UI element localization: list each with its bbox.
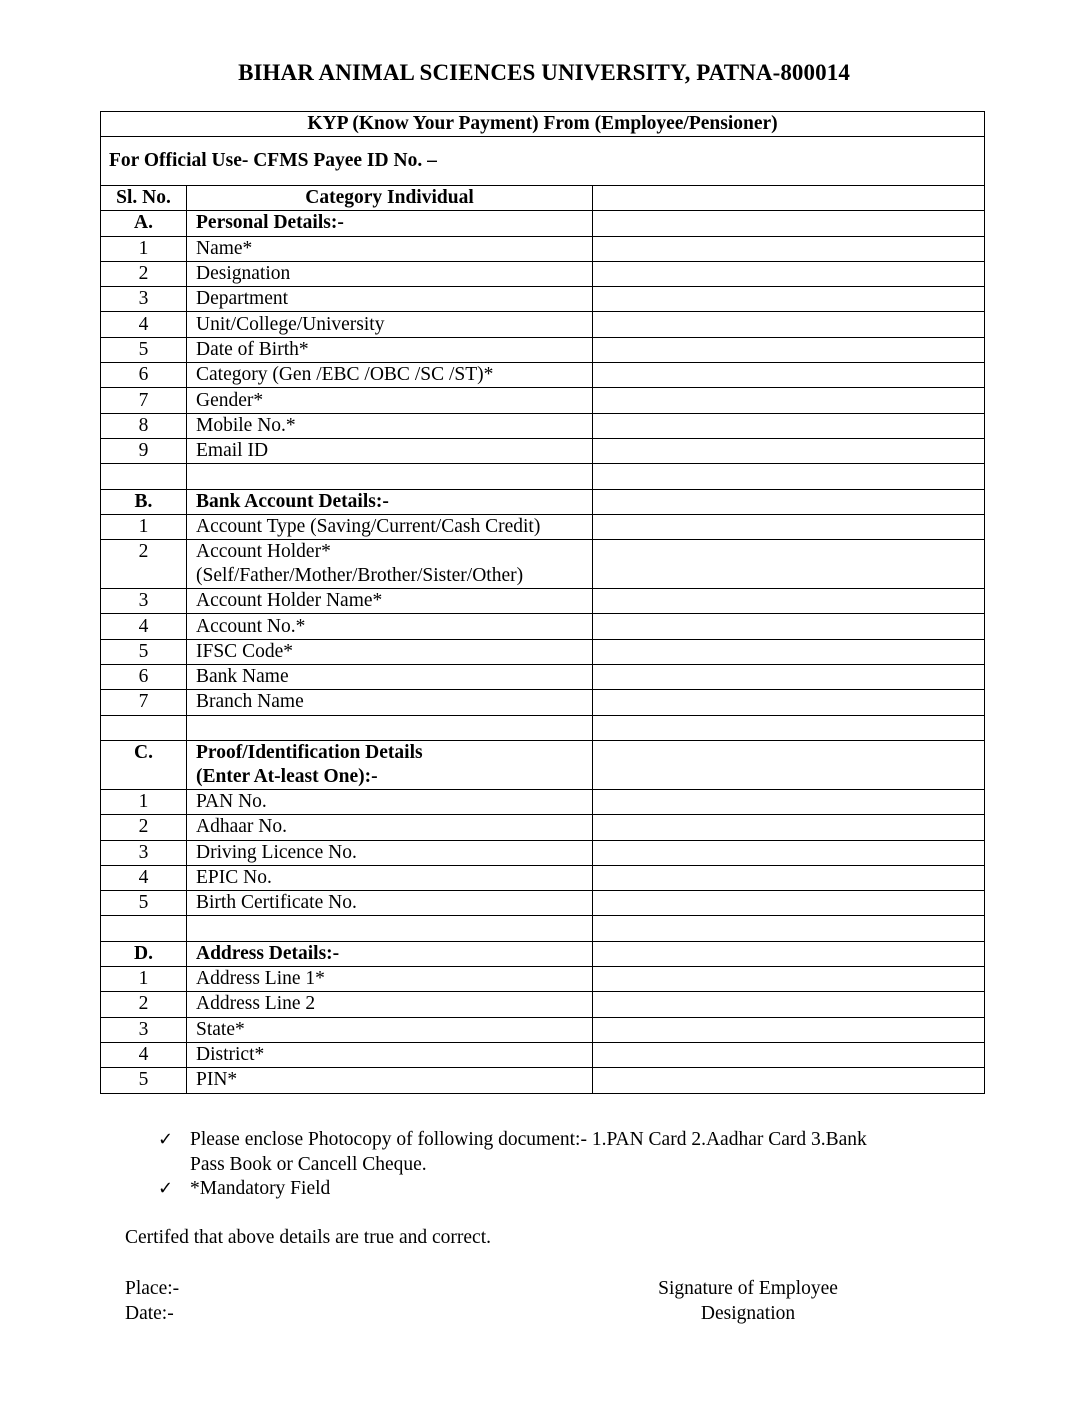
row-value-field[interactable]: [593, 789, 985, 814]
row-label-text: Department: [196, 288, 289, 310]
row-label: [187, 312, 593, 337]
table-row: [101, 540, 985, 589]
row-value-field[interactable]: [593, 891, 985, 916]
row-serial: 4: [101, 1042, 187, 1067]
row-label: [187, 865, 593, 890]
row-serial: 2: [101, 815, 187, 840]
table-row: [101, 891, 985, 916]
row-serial: 9: [101, 438, 187, 463]
row-label: [187, 287, 593, 312]
row-label: [187, 891, 593, 916]
row-value-field[interactable]: [593, 589, 985, 614]
row-label-text: Account Holder Name*: [196, 590, 383, 612]
row-serial: 2: [101, 261, 187, 286]
table-row: [101, 312, 985, 337]
row-label-text: PIN*: [196, 1069, 238, 1091]
table-row: [101, 967, 985, 992]
row-label-text: EPIC No.: [196, 866, 272, 888]
row-label-text-2: (Self/Father/Mother/Brother/Sister/Other): [196, 565, 524, 587]
row-value-field[interactable]: [593, 1017, 985, 1042]
table-row: [101, 865, 985, 890]
row-label: [187, 840, 593, 865]
column-header-row: [101, 186, 985, 211]
row-value-field[interactable]: [593, 992, 985, 1017]
row-serial: 6: [101, 665, 187, 690]
row-label: [187, 261, 593, 286]
row-serial: 3: [101, 840, 187, 865]
row-serial: 5: [101, 1068, 187, 1093]
row-value-field[interactable]: [593, 261, 985, 286]
table-row: [101, 287, 985, 312]
section-title-text: Proof/Identification Details: [196, 741, 423, 763]
row-label: [187, 1042, 593, 1067]
row-label-text: Mobile No.*: [196, 414, 296, 436]
section-title: [187, 941, 593, 966]
section-header-row: [101, 740, 985, 789]
check-icon: ✓: [158, 1178, 174, 1199]
row-label: [187, 665, 593, 690]
row-label-text: Name*: [196, 237, 253, 259]
row-value-field[interactable]: [593, 287, 985, 312]
table-row: [101, 337, 985, 362]
row-label: [187, 1017, 593, 1042]
section-title-text: Personal Details:-: [196, 212, 344, 234]
blank-row: [101, 715, 985, 740]
row-value-field[interactable]: [593, 815, 985, 840]
row-label-text: IFSC Code*: [196, 640, 293, 662]
row-label-text: Date of Birth*: [196, 338, 309, 360]
section-letter: D.: [101, 941, 187, 966]
table-row: [101, 438, 985, 463]
row-serial: 1: [101, 967, 187, 992]
row-label-text: District*: [196, 1044, 265, 1066]
row-serial: 2: [101, 992, 187, 1017]
section-title-text-2: (Enter At-least One):-: [196, 765, 378, 787]
signature-block: [628, 1276, 868, 1326]
row-serial: 3: [101, 287, 187, 312]
note-enclose-line1: Please enclose Photocopy of following document:- 1.PAN Card 2.Aadhar Card 3.Bank: [190, 1129, 867, 1150]
kyp-heading-row: [101, 112, 985, 137]
column-header-value: [593, 186, 985, 211]
row-label-text: Account Holder*: [196, 541, 331, 563]
kyp-form-table: [100, 111, 985, 1094]
row-label-text: State*: [196, 1018, 245, 1040]
row-label: [187, 1068, 593, 1093]
section-title: [187, 211, 593, 236]
row-serial: 1: [101, 514, 187, 539]
table-row: [101, 1042, 985, 1067]
blank-row: [101, 916, 985, 941]
row-value-field[interactable]: [593, 840, 985, 865]
blank-cell: [593, 916, 985, 941]
row-label: [187, 236, 593, 261]
row-serial: 7: [101, 690, 187, 715]
table-row: [101, 363, 985, 388]
row-label: [187, 514, 593, 539]
row-label: [187, 388, 593, 413]
row-label-text: Address Line 2: [196, 993, 316, 1015]
table-row: [101, 840, 985, 865]
row-value-field[interactable]: [593, 639, 985, 664]
place-label: Place:-: [125, 1278, 180, 1299]
blank-cell: [187, 715, 593, 740]
section-header-row: [101, 489, 985, 514]
row-label: [187, 815, 593, 840]
blank-cell: [101, 916, 187, 941]
row-label: [187, 614, 593, 639]
table-row: [101, 614, 985, 639]
row-serial: 1: [101, 236, 187, 261]
row-value-field[interactable]: [593, 614, 985, 639]
row-serial: 6: [101, 363, 187, 388]
table-row: [101, 413, 985, 438]
row-label-text: Unit/College/University: [196, 313, 385, 335]
section-header-row: [101, 211, 985, 236]
section-value-cell: [593, 740, 985, 789]
row-value-field[interactable]: [593, 665, 985, 690]
row-serial: 2: [101, 540, 187, 589]
row-label: [187, 639, 593, 664]
section-title-text: Bank Account Details:-: [196, 490, 389, 512]
row-label-text: PAN No.: [196, 791, 267, 813]
note-enclose-documents: [158, 1128, 958, 1177]
section-value-cell: [593, 941, 985, 966]
column-header-category: Category Individual: [187, 186, 593, 211]
section-title: [187, 489, 593, 514]
row-label: [187, 438, 593, 463]
table-row: [101, 1068, 985, 1093]
section-header-row: [101, 941, 985, 966]
row-label: [187, 363, 593, 388]
table-row: [101, 388, 985, 413]
table-row: [101, 589, 985, 614]
official-use-label: For Official Use- CFMS Payee ID No. –: [101, 137, 985, 186]
row-label: [187, 413, 593, 438]
section-letter: A.: [101, 211, 187, 236]
row-value-field[interactable]: [593, 967, 985, 992]
row-serial: 3: [101, 1017, 187, 1042]
row-serial: 5: [101, 337, 187, 362]
row-label: [187, 789, 593, 814]
table-row: [101, 236, 985, 261]
section-title-text: Address Details:-: [196, 942, 340, 964]
section-letter: B.: [101, 489, 187, 514]
section-value-cell: [593, 211, 985, 236]
row-serial: 5: [101, 639, 187, 664]
section-title: [187, 740, 593, 789]
blank-cell: [101, 464, 187, 489]
table-row: [101, 1017, 985, 1042]
row-serial: 4: [101, 865, 187, 890]
row-label: [187, 337, 593, 362]
designation-label: Designation: [700, 1303, 796, 1324]
row-label-text: Designation: [196, 263, 291, 285]
table-row: [101, 789, 985, 814]
row-value-field[interactable]: [593, 514, 985, 539]
row-serial: 7: [101, 388, 187, 413]
row-value-field[interactable]: [593, 865, 985, 890]
row-label-text: Birth Certificate No.: [196, 892, 357, 914]
row-serial: 4: [101, 614, 187, 639]
row-value-field[interactable]: [593, 236, 985, 261]
row-label-text: Adhaar No.: [196, 816, 287, 838]
signature-label: Signature of Employee: [658, 1278, 838, 1299]
check-icon: ✓: [158, 1129, 174, 1150]
row-value-field[interactable]: [593, 1068, 985, 1093]
row-value-field[interactable]: [593, 413, 985, 438]
kyp-heading: KYP (Know Your Payment) From (Employee/Pensioner): [101, 112, 985, 137]
place-date-block: [125, 1276, 179, 1326]
blank-cell: [593, 715, 985, 740]
blank-cell: [593, 464, 985, 489]
row-value-field[interactable]: [593, 540, 985, 589]
row-value-field[interactable]: [593, 312, 985, 337]
blank-cell: [101, 715, 187, 740]
row-label-text: Account Type (Saving/Current/Cash Credit): [196, 516, 541, 537]
note-mandatory-field: [158, 1177, 958, 1202]
notes-list: [158, 1128, 958, 1202]
official-use-row: [101, 137, 985, 186]
row-serial: 5: [101, 891, 187, 916]
row-label-text: Gender*: [196, 389, 264, 411]
blank-row: [101, 464, 985, 489]
section-value-cell: [593, 489, 985, 514]
row-serial: 1: [101, 789, 187, 814]
blank-cell: [187, 464, 593, 489]
column-header-sl: Sl. No.: [101, 186, 187, 211]
table-row: [101, 665, 985, 690]
section-letter: C.: [101, 740, 187, 789]
row-label-text: Account No.*: [196, 615, 306, 637]
row-label: [187, 540, 593, 589]
table-row: [101, 261, 985, 286]
document-title: BIHAR ANIMAL SCIENCES UNIVERSITY, PATNA-800014: [238, 60, 850, 85]
row-label-text: Branch Name: [196, 691, 304, 713]
row-label: [187, 589, 593, 614]
row-label: [187, 992, 593, 1017]
row-label: [187, 690, 593, 715]
note-mandatory-text: *Mandatory Field: [190, 1178, 331, 1199]
row-value-field[interactable]: [593, 438, 985, 463]
row-label: [187, 967, 593, 992]
row-value-field[interactable]: [593, 337, 985, 362]
row-value-field[interactable]: [593, 388, 985, 413]
row-value-field[interactable]: [593, 1042, 985, 1067]
row-label-text: Bank Name: [196, 666, 289, 688]
row-label-text: Address Line 1*: [196, 968, 325, 990]
row-serial: 3: [101, 589, 187, 614]
note-enclose-line2: Pass Book or Cancell Cheque.: [190, 1153, 427, 1175]
table-row: [101, 690, 985, 715]
row-label-text: Driving Licence No.: [196, 841, 357, 863]
row-label-text: Email ID: [196, 440, 269, 462]
row-value-field[interactable]: [593, 363, 985, 388]
table-row: [101, 992, 985, 1017]
blank-cell: [187, 916, 593, 941]
certification-statement: Certifed that above details are true and correct.: [125, 1227, 491, 1248]
row-serial: 4: [101, 312, 187, 337]
row-label-text: Category (Gen /EBC /OBC /SC /ST)*: [196, 364, 494, 386]
table-row: [101, 815, 985, 840]
table-row: [101, 514, 985, 539]
table-row: [101, 639, 985, 664]
row-value-field[interactable]: [593, 690, 985, 715]
row-serial: 8: [101, 413, 187, 438]
date-label: Date:-: [125, 1303, 174, 1324]
